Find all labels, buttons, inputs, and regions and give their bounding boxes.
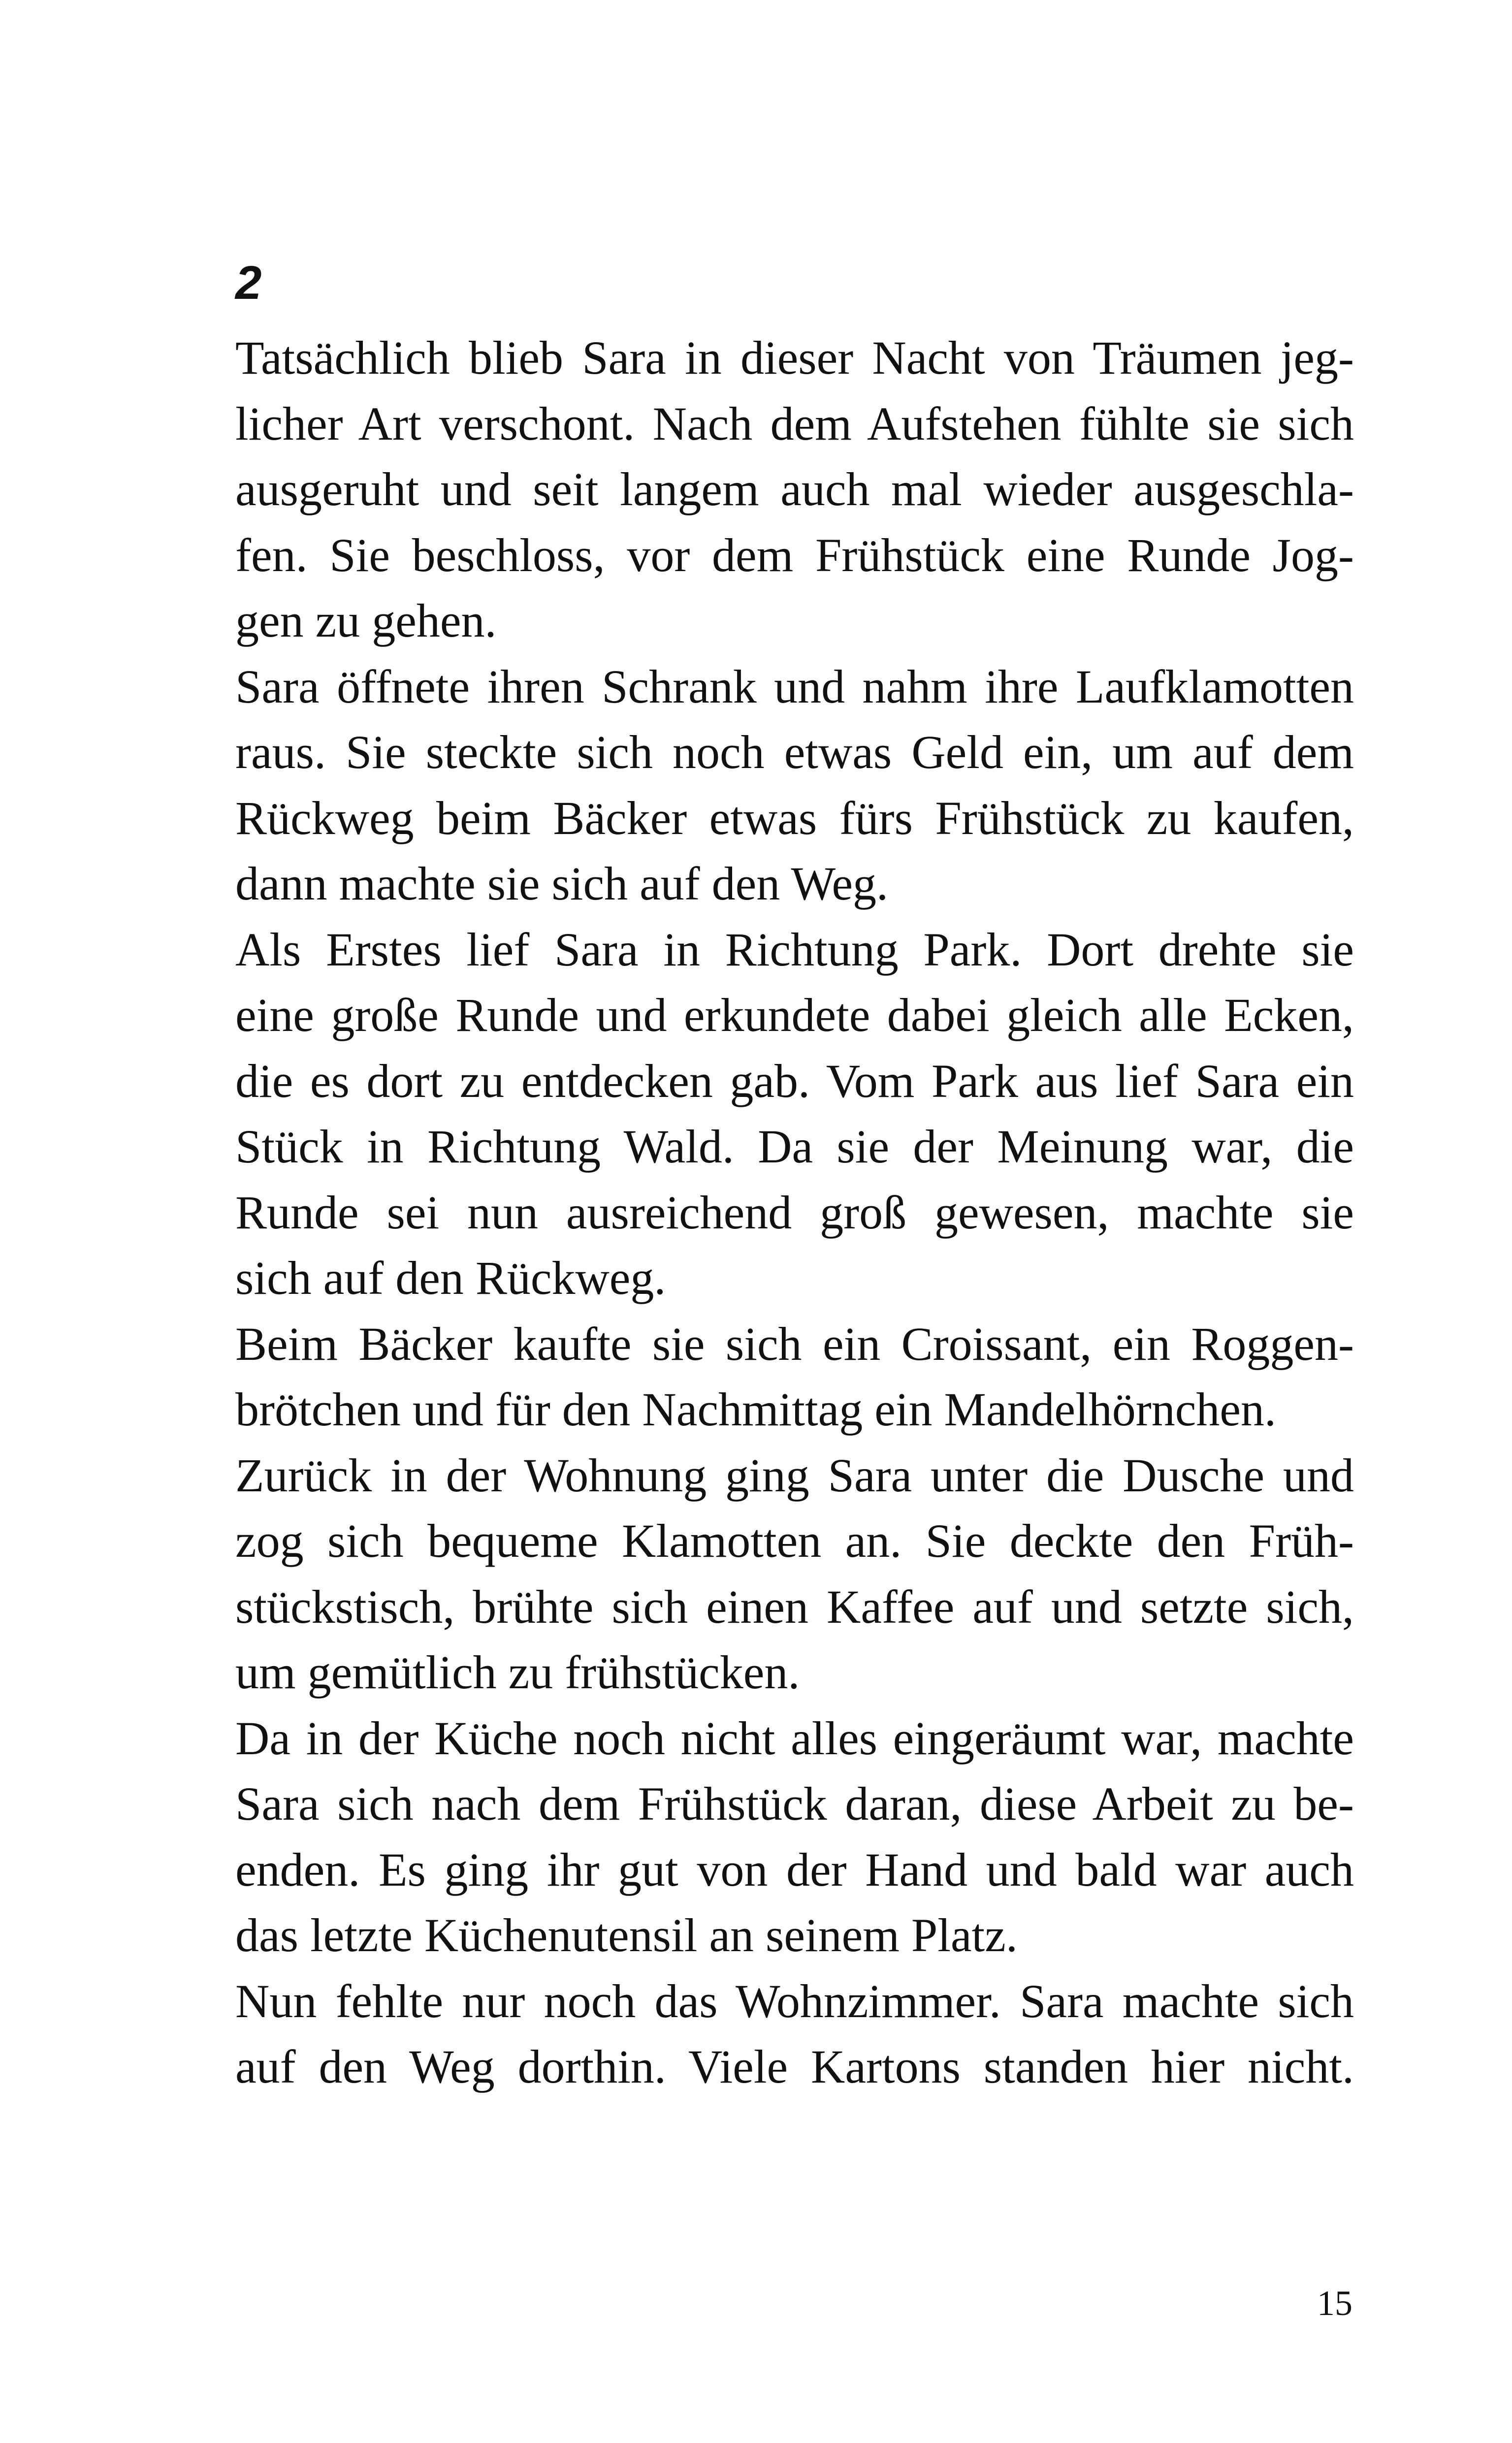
text-line: licher Art verschont. Nach dem Aufstehen fühlte sie sich [235,397,1354,450]
text-line: Als Erstes lief Sara in Richtung Park. Dort drehte sie [235,923,1354,976]
text-line: Da in der Küche noch nicht alles eingeräumt war, machte [235,1711,1354,1765]
text-line: brötchen und für den Nachmittag ein Mandelhörnchen. [235,1383,1276,1436]
page-number: 15 [1317,2283,1352,2323]
text-line: Sara sich nach dem Frühstück daran, diese Arbeit zu be- [235,1777,1354,1830]
text-line: enden. Es ging ihr gut von der Hand und bald war auch [235,1843,1354,1896]
text-line: ausgeruht und seit langem auch mal wieder ausgeschla- [235,463,1354,515]
text-line: raus. Sie steckte sich noch etwas Geld ein, um auf dem [235,726,1354,778]
body-text [235,325,1354,2100]
text-line: Rückweg beim Bäcker etwas fürs Frühstück zu kaufen, [235,791,1354,844]
text-line: fen. Sie beschloss, vor dem Frühstück eine Runde Jog- [235,528,1354,581]
chapter-number: 2 [235,257,262,309]
text-line: gen zu gehen. [235,594,497,647]
text-line: stückstisch, brühte sich einen Kaffee auf und setzte sich, [235,1580,1354,1633]
text-line: Sara öffnete ihren Schrank und nahm ihre Laufklamotten [235,660,1354,713]
text-line: Beim Bäcker kaufte sie sich ein Croissant, ein Roggen- [235,1317,1354,1370]
text-line: Runde sei nun ausreichend groß gewesen, machte sie [235,1186,1354,1239]
text-line: die es dort zu entdecken gab. Vom Park aus lief Sara ein [235,1054,1354,1107]
text-line: Nun fehlte nur noch das Wohnzimmer. Sara machte sich [235,1974,1354,2027]
text-line: dann machte sie sich auf den Weg. [235,857,889,910]
text-line: auf den Weg dorthin. Viele Kartons standen hier nicht. [235,2040,1354,2093]
text-line: Stück in Richtung Wald. Da sie der Meinung war, die [235,1120,1354,1173]
text-line: Tatsächlich blieb Sara in dieser Nacht von Träumen jeg- [235,331,1354,384]
text-line: zog sich bequeme Klamotten an. Sie deckte den Früh- [235,1514,1354,1567]
text-line: eine große Runde und erkundete dabei gleich alle Ecken, [235,989,1354,1041]
text-line: das letzte Küchenutensil an seinem Platz. [235,1909,1018,1961]
text-line: Zurück in der Wohnung ging Sara unter die Dusche und [235,1448,1354,1502]
text-line: um gemütlich zu frühstücken. [235,1646,800,1699]
text-line: sich auf den Rückweg. [235,1252,666,1304]
